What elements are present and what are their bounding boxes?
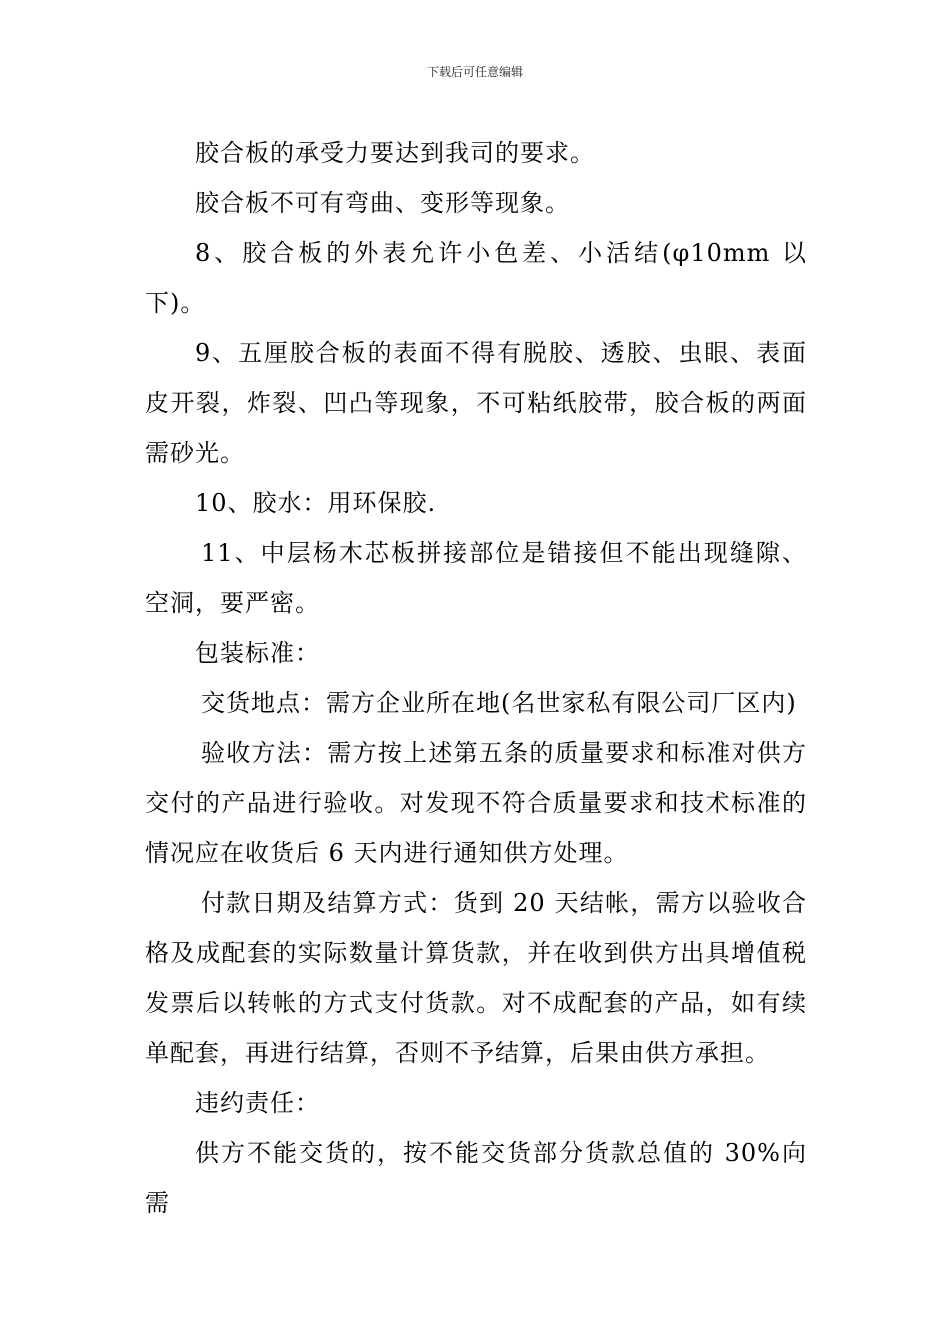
paragraph-acceptance-method: 验收方法：需方按上述第五条的质量要求和标准对供方交付的产品进行验收。对发现不符合质量要求和技术标准的情况应在收货后 6 天内进行通知供方处理。 [145,739,807,867]
paragraph-item-8: 8、胶合板的外表允许小色差、小活结(φ10mm 以下)。 [145,239,807,317]
paragraph-liability-heading: 违约责任： [195,1089,320,1117]
paragraph-liability-text: 供方不能交货的，按不能交货部分货款总值的 30%向需 [145,1139,807,1217]
paragraph-payment-terms: 付款日期及结算方式：货到 20 天结帐，需方以验收合格及成配套的实际数量计算货款，并在收到供方出具增值税发票后以转帐的方式支付货款。对不成配套的产品，如有续单配套，再进行结算，否则不予结算，后果由供方承担。 [145,889,807,1067]
document-body [145,128,807,1228]
paragraph-delivery-location: 交货地点：需方企业所在地(名世家私有限公司厂区内) [201,689,797,717]
paragraph-item-11: 11、中层杨木芯板拼接部位是错接但不能出现缝隙、空洞，要严密。 [145,539,807,617]
paragraph-item-10: 10、胶水：用环保胶. [195,489,437,517]
page-header: 下载后可任意编辑 [426,65,523,79]
paragraph-packaging-heading: 包装标准： [195,639,320,667]
paragraph-no-bending: 胶合板不可有弯曲、变形等现象。 [195,189,570,217]
paragraph-item-9: 9、五厘胶合板的表面不得有脱胶、透胶、虫眼、表面皮开裂，炸裂、凹凸等现象，不可粘纸胶带，胶合板的两面需砂光。 [145,339,807,467]
paragraph-load-bearing: 胶合板的承受力要达到我司的要求。 [195,139,595,167]
